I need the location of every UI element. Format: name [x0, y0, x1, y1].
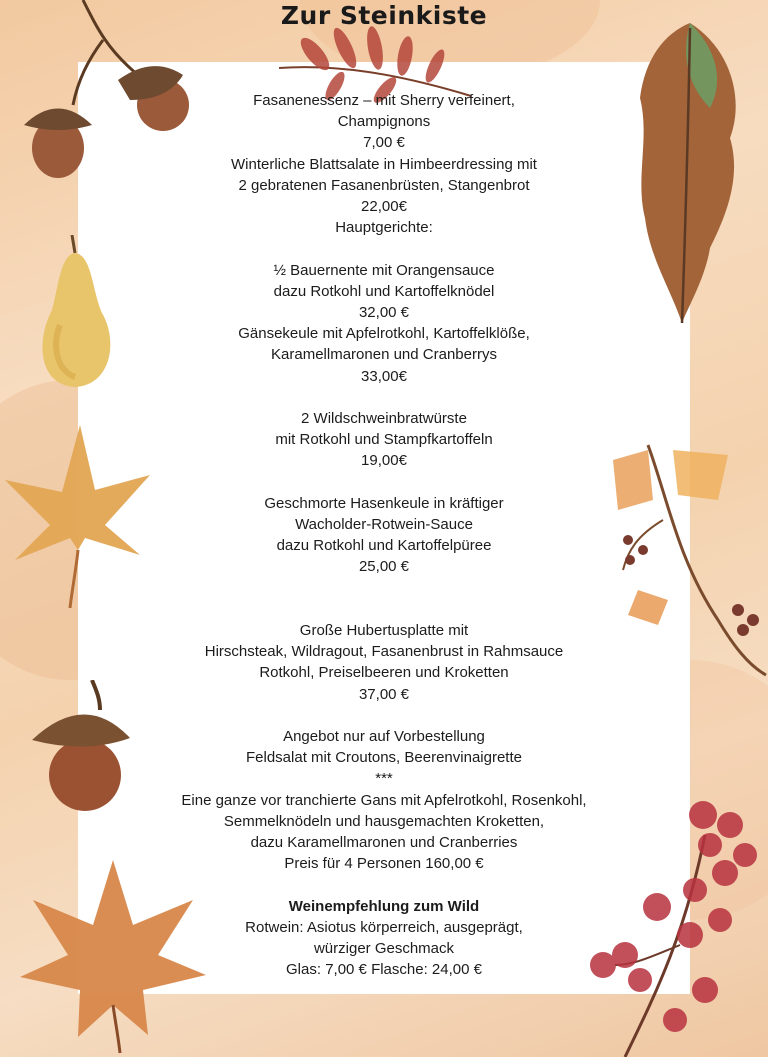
menu-price: 37,00 €: [358, 685, 410, 703]
menu-line: Fasanenessenz – mit Sherry verfeinert,: [253, 92, 515, 109]
page-title: Zur Steinkiste: [280, 1, 488, 30]
menu-spacer: [78, 705, 690, 726]
menu-line: würziger Geschmack: [313, 940, 455, 958]
menu-price: 32,00 €: [358, 304, 410, 322]
menu-price: Preis für 4 Personen 160,00 €: [284, 855, 484, 873]
menu-line: dazu Rotkohl und Kartoffelknödel: [273, 282, 495, 300]
menu-line: Hirschsteak, Wildragout, Fasanenbrust in Rahmsauce: [204, 643, 564, 661]
menu-line: Eine ganze vor tranchierte Gans mit Apfelrotkohl, Rosenkohl,: [181, 791, 587, 809]
menu-price: 25,00 €: [358, 558, 410, 576]
menu-spacer: [78, 874, 690, 895]
menu-spacer: [78, 599, 690, 620]
menu-content: [78, 90, 690, 980]
menu-spacer: [78, 387, 690, 408]
menu-line: dazu Rotkohl und Kartoffelpüree: [276, 537, 492, 555]
menu-line: Champignons: [337, 113, 431, 131]
menu-line: Wacholder-Rotwein-Sauce: [295, 516, 473, 534]
menu-price: 19,00€: [361, 452, 407, 470]
section-heading: Hauptgerichte:: [335, 219, 433, 237]
menu-line: ½ Bauernente mit Orangensauce: [273, 261, 495, 279]
menu-line: mit Rotkohl und Stampfkartoffeln: [275, 431, 493, 449]
menu-line: Angebot nur auf Vorbestellung: [283, 728, 485, 745]
menu-spacer: [78, 472, 690, 493]
menu-line: Gänsekeule mit Apfelrotkohl, Kartoffelklöße,: [238, 325, 530, 343]
menu-spacer: [78, 238, 690, 259]
menu-line: Winterliche Blattsalate in Himbeerdressing mit: [231, 155, 537, 173]
menu-line: Rotkohl, Preiselbeeren und Kroketten: [259, 664, 509, 682]
menu-line: 2 Wildschweinbratwürste: [301, 410, 467, 428]
menu-price: 7,00 €: [363, 134, 405, 152]
menu-price: 22,00€: [361, 198, 407, 216]
menu-line: Rotwein: Asiotus körperreich, ausgeprägt,: [245, 918, 523, 936]
menu-spacer: [78, 578, 690, 599]
menu-line: Semmelknödeln und hausgemachten Kroketten,: [223, 812, 545, 830]
menu-line: Geschmorte Hasenkeule in kräftiger: [264, 494, 504, 512]
menu-line: Feldsalat mit Croutons, Beerenvinaigrette: [246, 749, 522, 767]
menu-line: Große Hubertusplatte mit: [299, 622, 469, 639]
menu-line: Karamellmaronen und Cranberrys: [271, 346, 497, 364]
menu-price: 33,00€: [361, 367, 407, 385]
wine-heading: Weinempfehlung zum Wild: [288, 897, 480, 915]
menu-line: dazu Karamellmaronen und Cranberries: [250, 834, 518, 852]
menu-price: Glas: 7,00 € Flasche: 24,00 €: [286, 961, 482, 979]
menu-separator: ***: [375, 770, 393, 788]
menu-line: 2 gebratenen Fasanenbrüsten, Stangenbrot: [238, 176, 530, 194]
